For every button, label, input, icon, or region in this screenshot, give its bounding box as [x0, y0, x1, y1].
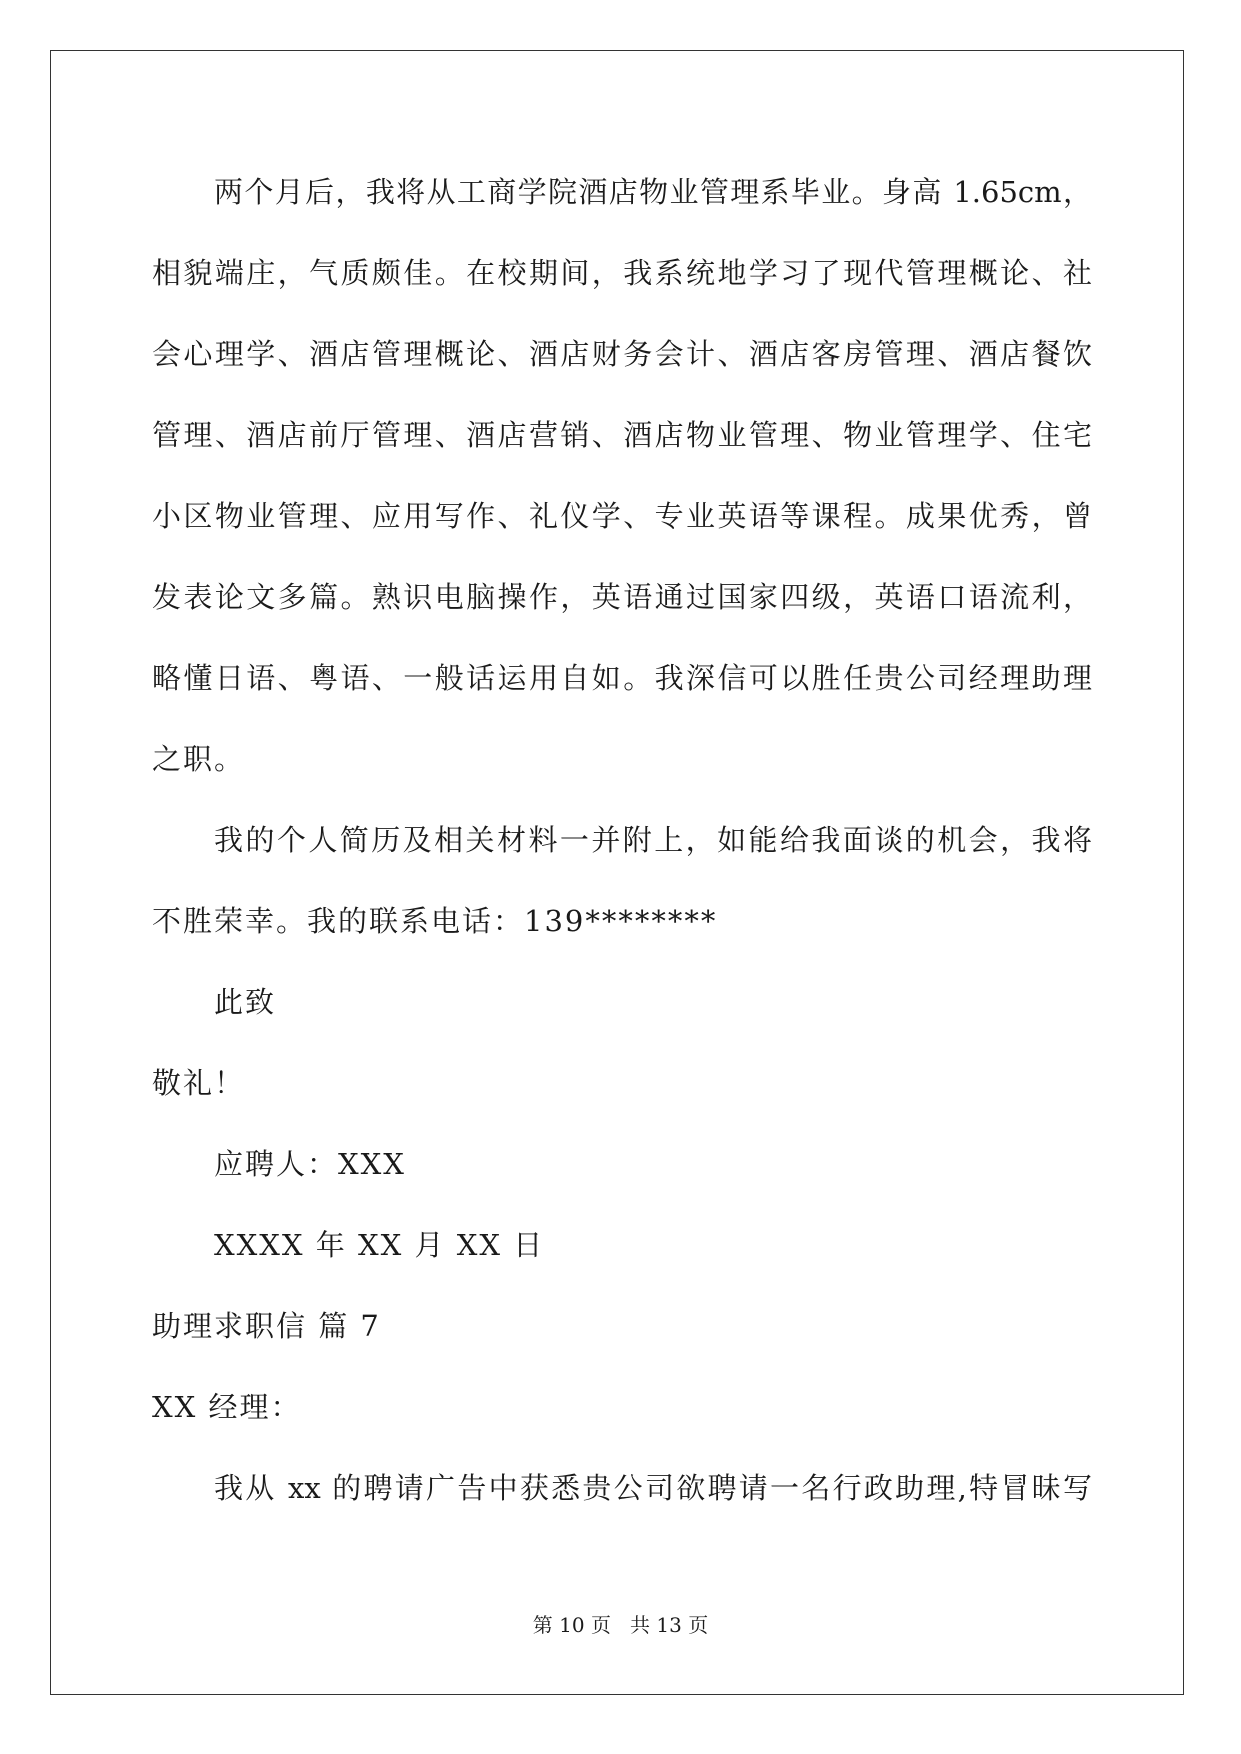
letter-date: XXXX 年 XX 月 XX 日 — [214, 1228, 545, 1262]
closing-regards: 敬礼！ — [152, 1066, 246, 1100]
closing-salutation: 此致 — [214, 985, 277, 1019]
document-body — [152, 168, 1092, 1545]
text-line: 两个月后，我将从工商学院酒店物业管理系毕业。身高 1.65cm， — [214, 175, 1092, 209]
text-line: 略懂日语、粤语、一般话运用自如。我深信可以胜任贵公司经理助理 — [152, 661, 1092, 695]
text-line: 我从 xx 的聘请广告中获悉贵公司欲聘请一名行政助理,特冒昧写 — [214, 1471, 1092, 1505]
page-total: 共 13 页 — [630, 1613, 709, 1637]
text-line: 不胜荣幸。我的联系电话：139******** — [152, 904, 718, 938]
page-footer — [0, 1611, 1241, 1639]
text-line: 会心理学、酒店管理概论、酒店财务会计、酒店客房管理、酒店餐饮 — [152, 337, 1092, 371]
page-number: 第 10 页 — [532, 1613, 611, 1637]
section-heading: 助理求职信 篇 7 — [152, 1309, 381, 1343]
text-line: 相貌端庄，气质颇佳。在校期间，我系统地学习了现代管理概论、社 — [152, 256, 1092, 290]
text-line: 我的个人简历及相关材料一并附上，如能给我面谈的机会，我将 — [214, 823, 1092, 857]
text-line: 管理、酒店前厅管理、酒店营销、酒店物业管理、物业管理学、住宅 — [152, 418, 1092, 452]
text-line: 小区物业管理、应用写作、礼仪学、专业英语等课程。成果优秀，曾 — [152, 499, 1092, 533]
text-line: 之职。 — [152, 742, 246, 776]
letter-greeting: XX 经理： — [152, 1390, 302, 1424]
text-line: 发表论文多篇。熟识电脑操作，英语通过国家四级，英语口语流利， — [152, 580, 1092, 614]
applicant-signature: 应聘人：XXX — [214, 1147, 406, 1181]
